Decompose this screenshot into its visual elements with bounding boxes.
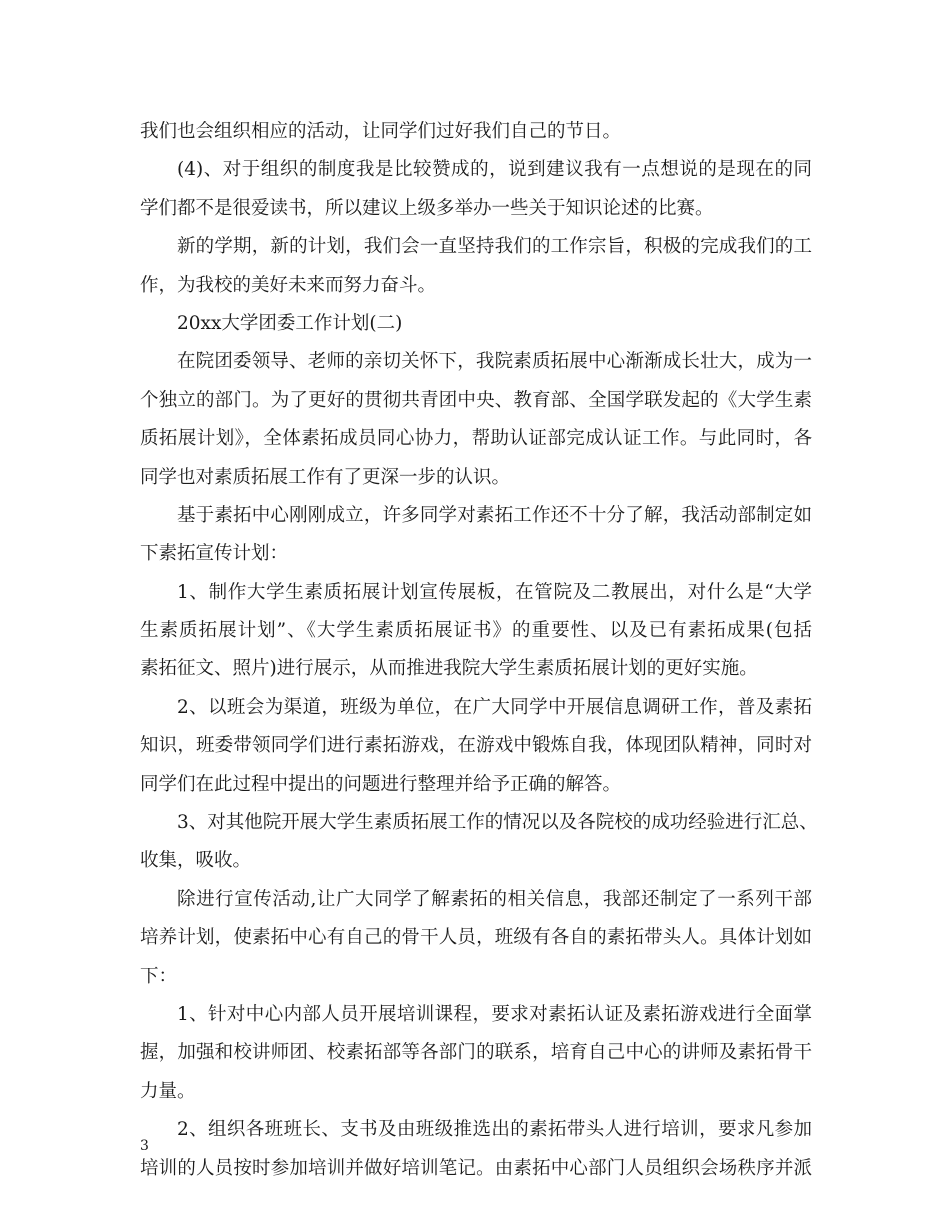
text-line: 质拓展计划》，全体素拓成员同心协力，帮助认证部完成认证工作。与此同时，各 [140,428,812,450]
text-line: 1、制作大学生素质拓展计划宣传展板，在管院及二教展出，对什么是“大学 [177,581,812,603]
paragraph-plan-3 [140,804,818,881]
text-line: 素拓征文、照片)进行展示，从而推进我院大学生素质拓展计划的更好实施。 [140,658,758,680]
text-line: 握，加强和校讲师团、校素拓部等各部门的联系，培育自己中心的讲师及素拓骨干 [140,1042,812,1064]
text-line: 知识，班委带领同学们进行素拓游戏，在游戏中锻炼自我，体现团队精神，同时对 [140,735,812,757]
document-body [140,113,818,1188]
paragraph-new-term [140,228,812,305]
text-line: 力量。 [140,1080,196,1102]
paragraph-basis [140,497,812,574]
text-line: 下： [140,965,178,987]
text-line: 2、以班会为渠道，班级为单位，在广大同学中开展信息调研工作，普及素拓 [177,696,812,718]
text-line: 3、对其他院开展大学生素质拓展工作的情况以及各院校的成功经验进行汇总、 [177,812,818,834]
paragraph-training [140,881,812,996]
page-number: 3 [140,1138,149,1154]
text-line: 收集，吸收。 [140,850,252,872]
text-line: 作，为我校的美好未来而努力奋斗。 [140,274,437,296]
paragraph-plan-2 [140,689,812,804]
text-line: 基于素拓中心刚刚成立，许多同学对素拓工作还不十分了解，我活动部制定如 [177,504,812,526]
paragraph-train-2 [140,1111,812,1188]
text-line: 下素拓宣传计划： [140,543,289,565]
text-line: 在院团委领导、老师的亲切关怀下，我院素质拓展中心渐渐成长壮大，成为一 [177,351,812,373]
paragraph-train-1 [140,996,812,1111]
heading-text: 20xx大学团委工作计划(二) [177,312,403,334]
section-heading [140,305,812,343]
text-line: 同学也对素质拓展工作有了更深一步的认识。 [140,466,511,488]
text-line: 培养计划，使素拓中心有自己的骨干人员，班级有各自的素拓带头人。具体计划如 [140,927,812,949]
paragraph-item-4 [140,151,812,228]
paragraph-intro [140,343,812,497]
text-line: 同学们在此过程中提出的问题进行整理并给予正确的解答。 [140,773,622,795]
text-line: 除进行宣传活动,让广大同学了解素拓的相关信息，我部还制定了一系列干部 [177,888,812,910]
paragraph-continued [140,113,812,151]
text-line: 培训的人员按时参加培训并做好培训笔记。由素拓中心部门人员组织会场秩序并派 [140,1157,812,1179]
paragraph-plan-1 [140,574,812,689]
text-line: 学们都不是很爱读书，所以建议上级多举办一些关于知识论述的比赛。 [140,197,714,219]
text-line: 1、针对中心内部人员开展培训课程，要求对素拓认证及素拓游戏进行全面掌 [177,1003,812,1025]
text-line: (4)、对于组织的制度我是比较赞成的，说到建议我有一点想说的是现在的同 [177,159,812,181]
text-line: 生素质拓展计划”、《大学生素质拓展证书》的重要性、以及已有素拓成果(包括 [140,620,812,642]
text-line: 新的学期，新的计划，我们会一直坚持我们的工作宗旨，积极的完成我们的工 [177,236,812,258]
text-line: 我们也会组织相应的活动，让同学们过好我们自己的节日。 [140,121,622,142]
text-line: 个独立的部门。为了更好的贯彻共青团中央、教育部、全国学联发起的《大学生素 [140,389,812,411]
text-line: 2、组织各班班长、支书及由班级推选出的素拓带头人进行培训，要求凡参加 [177,1119,812,1141]
